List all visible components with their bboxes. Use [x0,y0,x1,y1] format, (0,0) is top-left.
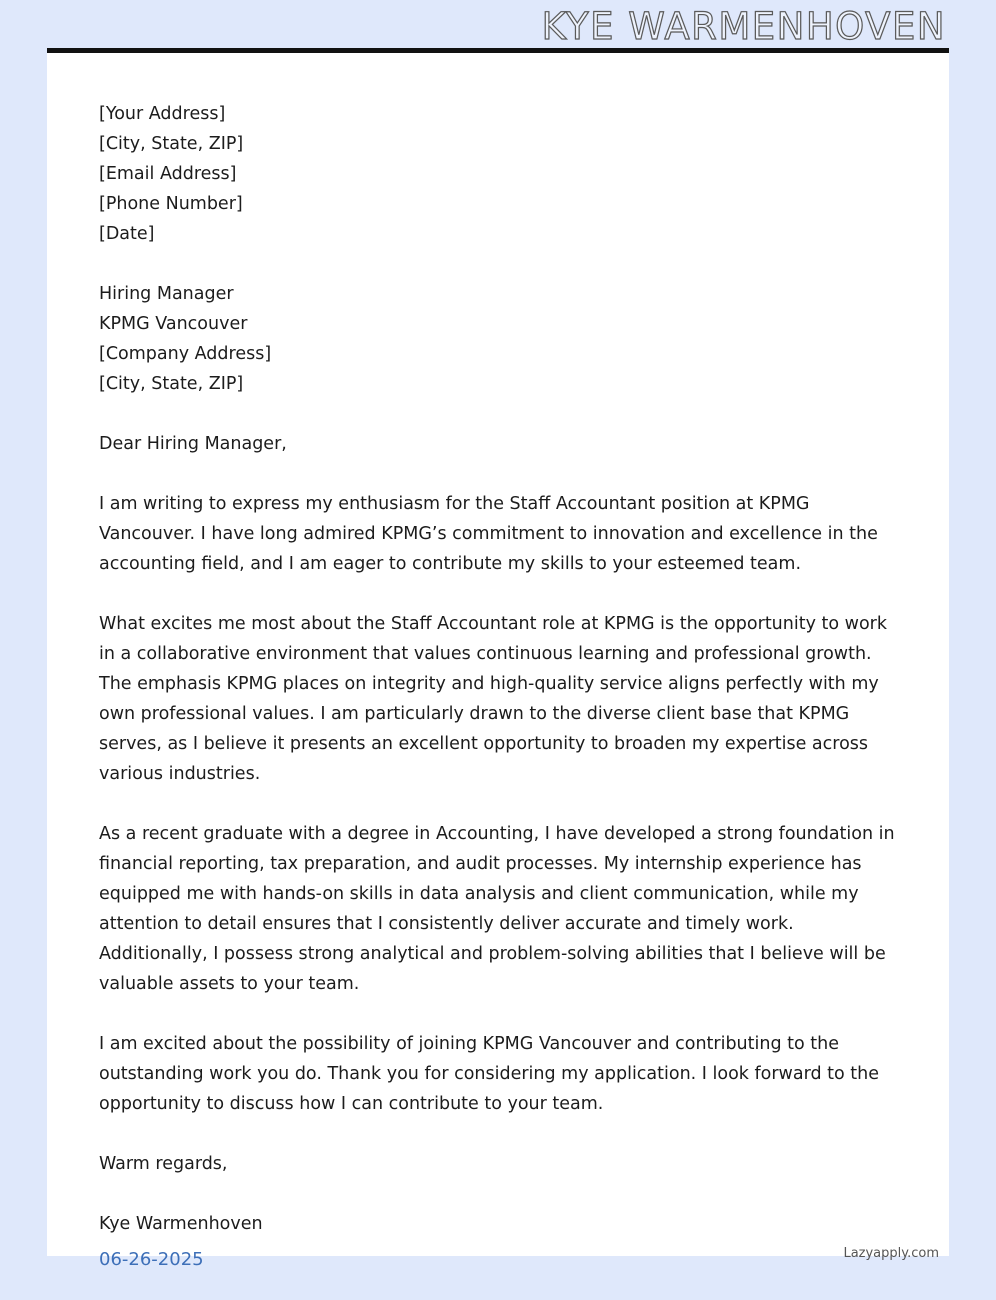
recipient-address-block [99,279,899,399]
recipient-address-line: [Company Address] [99,344,272,364]
closing: Warm regards, [99,1154,228,1174]
recipient-address-line: KPMG Vancouver [99,314,248,334]
letter-paragraph: I am excited about the possibility of joining KPMG Vancouver and contributing to the outstanding work you do. Thank you for considering my application. I look forward to the opportunity to discuss how I can contribute to your team. [99,1034,880,1114]
salutation: Dear Hiring Manager, [99,434,287,454]
letter-paragraph: What excites me most about the Staff Accountant role at KPMG is the opportunity to work in a collaborative environment that values continuous learning and professional growth. The emphasis KPMG places on integrity and high-quality service aligns perfectly with my own professional values. I am particularly drawn to the diverse client base that KPMG serves, as I believe it presents an excellent opportunity to broaden my expertise across various industries. [99,614,887,784]
sender-address-line: [City, State, ZIP] [99,134,244,154]
sender-address-line: [Phone Number] [99,194,243,214]
header-candidate-name: KYE WARMENHOVEN [541,4,946,48]
document-header [0,0,996,52]
recipient-address-line: Hiring Manager [99,284,234,304]
sender-address-line: [Your Address] [99,104,226,124]
footer-date: 06-26-2025 [99,1249,204,1270]
sender-address-line: [Date] [99,224,155,244]
letter-paragraph: I am writing to express my enthusiasm for the Staff Accountant position at KPMG Vancouver. I have long admired KPMG’s commitment to innovation and excellence in the accounting field, and I am eager to contribute my skills to your esteemed team. [99,494,878,574]
letter-paragraph: As a recent graduate with a degree in Accounting, I have developed a strong foundation in financial reporting, tax preparation, and audit processes. My internship experience has equipped me with hands-on skills in data analysis and client communication, while my attention to detail ensures that I consistently deliver accurate and timely work. Additionally, I possess strong analytical and problem-solving abilities that I believe will be valuable assets to your team. [99,824,895,994]
sender-address-line: [Email Address] [99,164,237,184]
signature-name: Kye Warmenhoven [99,1214,263,1234]
sender-address-block [99,99,899,249]
recipient-address-line: [City, State, ZIP] [99,374,244,394]
footer-brand: Lazyapply.com [843,1246,939,1261]
letter-sheet [47,53,949,1256]
cover-letter-body [99,99,899,1269]
